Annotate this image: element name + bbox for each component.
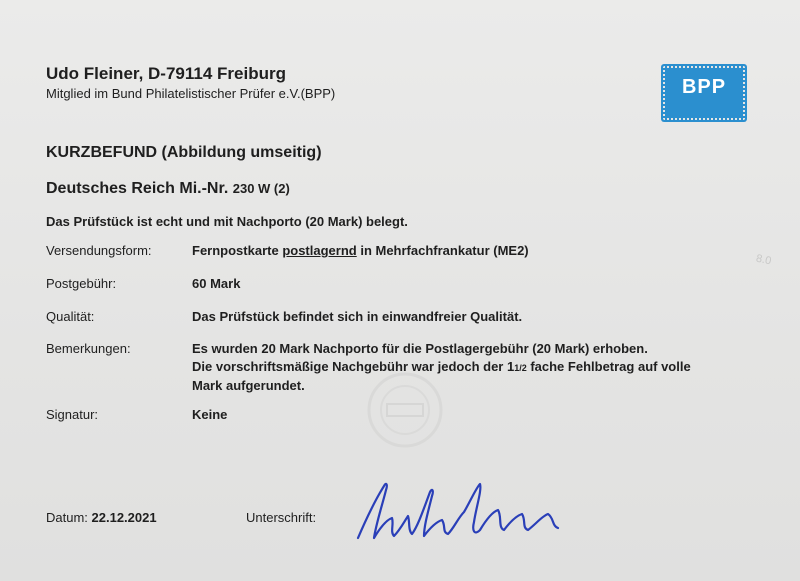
examiner-name: Udo Fleiner, D-79114 Freiburg bbox=[46, 64, 286, 83]
versendungsform-pre: Fernpostkarte bbox=[192, 243, 283, 258]
versendungsform-value bbox=[192, 242, 529, 260]
document-title: KURZBEFUND (Abbildung umseitig) bbox=[46, 144, 322, 161]
versendungsform-post: in Mehrfachfrankatur (ME2) bbox=[356, 243, 529, 258]
subject-prefix: Deutsches Reich Mi.-Nr. bbox=[46, 180, 229, 197]
statement: Das Prüfstück ist echt und mit Nachporto (20 Mark) belegt. bbox=[46, 214, 408, 229]
qualitaet-value: Das Prüfstück befindet sich in einwandfreier Qualität. bbox=[192, 309, 523, 324]
postgebuehr-value: 60 Mark bbox=[192, 276, 241, 291]
postgebuehr-label: Postgebühr: bbox=[46, 276, 117, 291]
bemerkungen-line-3: Mark aufgerundet. bbox=[192, 378, 305, 393]
subject-catalog: 230 W (2) bbox=[232, 181, 290, 196]
bemerkungen-line-2-pre: Die vorschriftsmäßige Nachgebühr war jedoch der 1 bbox=[192, 359, 515, 374]
bpp-logo bbox=[661, 64, 747, 122]
date-value: 22.12.2021 bbox=[91, 510, 157, 525]
bemerkungen-label: Bemerkungen: bbox=[46, 341, 131, 356]
signature-label: Unterschrift: bbox=[246, 510, 317, 525]
bemerkungen-line-1: Es wurden 20 Mark Nachporto für die Postlagergebühr (20 Mark) erhoben. bbox=[192, 341, 648, 356]
versendungsform-underlined: postlagernd bbox=[282, 243, 357, 258]
date-label: Datum: bbox=[46, 510, 92, 525]
examiner-membership: Mitglied im Bund Philatelistischer Prüfer e.V.(BPP) bbox=[46, 86, 336, 101]
embossed-seal bbox=[365, 370, 445, 450]
bemerkungen-line-2-post: fache Fehlbetrag auf volle bbox=[526, 359, 691, 374]
pencil-mark: 8.0 bbox=[754, 252, 773, 268]
bpp-logo-text: BPP bbox=[681, 76, 727, 98]
bemerkungen-fraction: 1/2 bbox=[514, 363, 527, 373]
date-field bbox=[46, 510, 157, 525]
signatur-label: Signatur: bbox=[46, 407, 99, 422]
signatur-value: Keine bbox=[192, 407, 228, 422]
versendungsform-label: Versendungsform: bbox=[46, 243, 152, 258]
handwritten-signature bbox=[350, 472, 570, 552]
subject-line bbox=[46, 180, 290, 198]
qualitaet-label: Qualität: bbox=[46, 309, 95, 324]
